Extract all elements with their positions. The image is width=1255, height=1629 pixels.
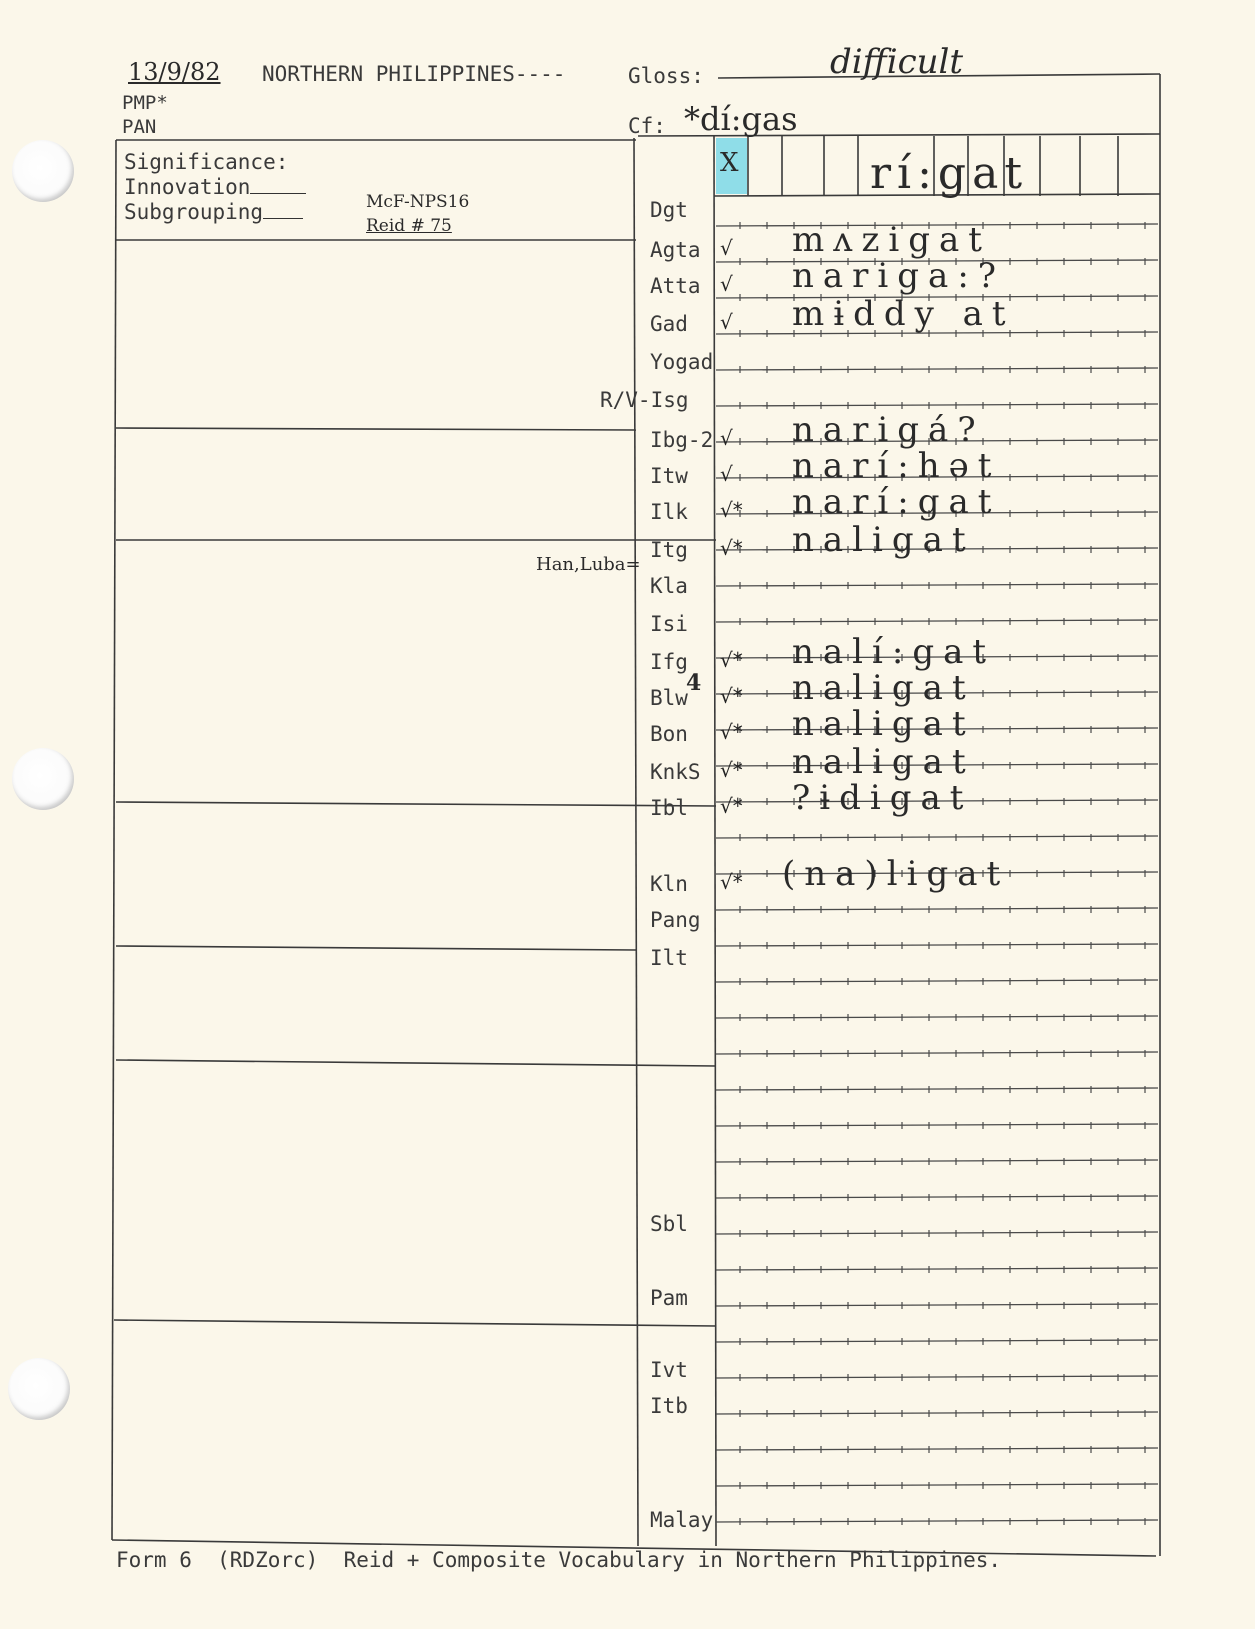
significance-title: Significance: xyxy=(124,150,289,174)
language-code: KnkS xyxy=(650,760,701,784)
reflex-form: narigá? xyxy=(792,410,985,450)
language-code: R/V-Isg xyxy=(600,388,689,412)
cf-value: *dí:gas xyxy=(684,100,798,138)
checkmark: √* xyxy=(720,648,743,672)
reflex-form: ?ɨdigat xyxy=(792,778,973,818)
language-code: Bon xyxy=(650,722,688,746)
language-code: Atta xyxy=(650,274,701,298)
reference-mcf: McF-NPS16 xyxy=(366,192,470,212)
checkmark: √* xyxy=(720,684,743,708)
reflex-form: nalí:gat xyxy=(792,632,996,672)
language-code: Gad xyxy=(650,312,688,336)
reflex-form: mɨddy at xyxy=(792,294,1015,334)
checkmark: √* xyxy=(720,794,743,818)
checkmark: √* xyxy=(720,870,743,894)
language-code: Pang xyxy=(650,908,701,932)
checkmark: √ xyxy=(720,310,733,334)
reference-reid: Reid # 75 xyxy=(366,216,452,236)
checkmark: √ xyxy=(720,426,733,450)
language-code: Pam xyxy=(650,1286,688,1310)
language-code: Kln xyxy=(650,872,688,896)
top-entry-form: rí:gat xyxy=(870,148,1029,199)
reflex-form: naligat xyxy=(792,520,975,560)
reflex-form: narí:hət xyxy=(792,446,1001,486)
language-code: Ifg xyxy=(650,650,688,674)
language-code: Ibg-2 xyxy=(650,428,714,452)
pmp-label: PMP* xyxy=(122,92,168,114)
reflex-form: nariga:? xyxy=(792,256,1006,296)
language-code: Kla xyxy=(650,574,688,598)
language-code: Ibl xyxy=(650,796,688,820)
checkmark: √ xyxy=(720,462,733,486)
gloss-label: Gloss: xyxy=(628,64,704,88)
language-code: Agta xyxy=(650,238,701,262)
reflex-form: naligat xyxy=(792,668,975,708)
checkmark: √* xyxy=(720,720,743,744)
checkmark: √* xyxy=(720,536,743,560)
language-code: Dgt xyxy=(650,198,688,222)
itg-note: Han,Luba= xyxy=(536,554,641,575)
cf-label: Cf: xyxy=(628,114,666,138)
language-code: Itb xyxy=(650,1394,688,1418)
checkmark: √ xyxy=(720,272,733,296)
language-code: Itg xyxy=(650,538,688,562)
reflex-form: (na)ligat xyxy=(782,854,1010,894)
reflex-form: narí:gat xyxy=(792,482,1001,522)
reflex-form: naligat xyxy=(792,742,975,782)
language-code: Itw xyxy=(650,464,688,488)
top-entry-mark: X xyxy=(720,148,739,178)
subgrouping-label: Subgrouping xyxy=(124,200,303,224)
checkmark: √* xyxy=(720,758,743,782)
checkmark: √ xyxy=(720,236,733,260)
region-title: NORTHERN PHILIPPINES---- xyxy=(262,62,566,86)
language-code: Yogad xyxy=(650,350,714,374)
language-code: Ilk xyxy=(650,500,688,524)
innovation-label: Innovation xyxy=(124,175,306,199)
language-code: Ilt xyxy=(650,946,688,970)
ifg-mark: 4 xyxy=(686,670,702,696)
reflex-form: naligat xyxy=(792,704,975,744)
date: 13/9/82 xyxy=(128,58,221,86)
language-code: Sbl xyxy=(650,1212,688,1236)
gloss-value: difficult xyxy=(830,42,964,82)
language-code: Malay xyxy=(650,1508,714,1532)
checkmark: √* xyxy=(720,498,743,522)
language-code: Blw xyxy=(650,686,688,710)
language-code: Ivt xyxy=(650,1358,688,1382)
reflex-form: mʌzigat xyxy=(792,220,991,260)
pan-label: PAN xyxy=(122,116,157,138)
form-footer: Form 6 (RDZorc) Reid + Composite Vocabulary in Northern Philippines. xyxy=(116,1548,1002,1572)
language-code: Isi xyxy=(650,612,688,636)
